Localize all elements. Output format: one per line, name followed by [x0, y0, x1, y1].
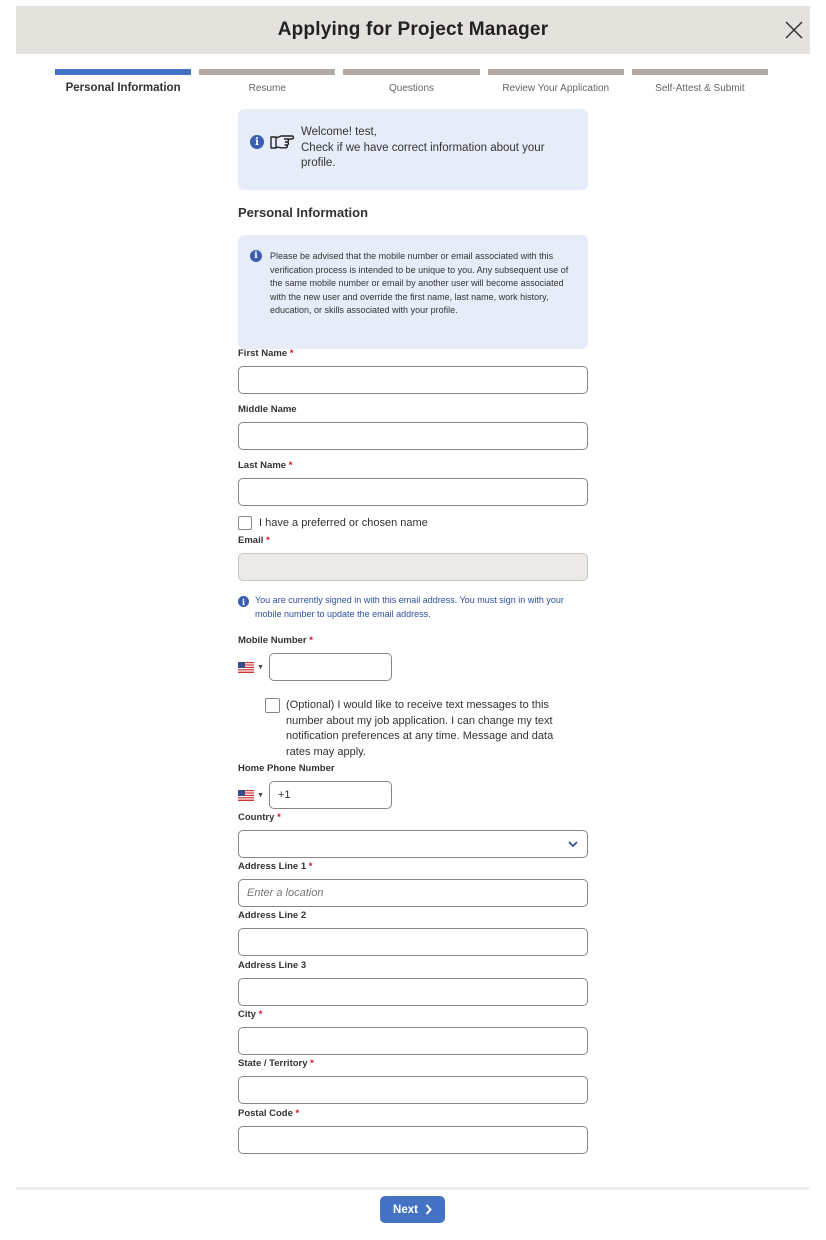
step-questions[interactable] [343, 69, 479, 94]
address3-input[interactable] [238, 978, 588, 1006]
mobile-label: Mobile Number * [238, 635, 313, 646]
info-icon: i [250, 250, 262, 262]
country-select[interactable] [238, 830, 588, 858]
pointing-hand-icon [269, 129, 295, 151]
step-bar [55, 69, 191, 75]
us-flag-icon [238, 662, 254, 673]
last-name-input[interactable] [238, 478, 588, 506]
us-flag-icon [238, 790, 254, 801]
middle-name-input[interactable] [238, 422, 588, 450]
advisory-text: Please be advised that the mobile number or email associated with this verification process is intended to be unique to you. Any subsequent use of the same mobile number or email by another user will become associated with the new user and override the first name, last name, work history, education, or skills associated with your profile. [270, 251, 569, 315]
step-label: Resume [248, 83, 286, 94]
progress-stepper [55, 69, 768, 94]
sms-optin-checkbox[interactable] [265, 698, 280, 713]
chevron-down-icon [568, 841, 578, 848]
sms-optin-row [265, 698, 570, 760]
welcome-banner [238, 109, 588, 190]
personal-info-form [238, 109, 588, 1119]
last-name-label: Last Name * [238, 460, 293, 471]
middle-name-label: Middle Name [238, 404, 297, 415]
step-resume[interactable] [199, 69, 335, 94]
caret-down-icon: ▼ [257, 791, 264, 799]
step-bar [199, 69, 335, 75]
welcome-message: Check if we have correct information about your profile. [301, 141, 545, 169]
step-self-attest-submit[interactable] [632, 69, 768, 94]
home-phone-row [238, 781, 392, 809]
state-input[interactable] [238, 1076, 588, 1104]
first-name-label: First Name * [238, 348, 294, 359]
home-phone-country-code-select[interactable] [238, 790, 269, 801]
welcome-greeting: Welcome! test, [301, 126, 377, 138]
close-icon[interactable] [782, 18, 806, 42]
caret-down-icon: ▼ [257, 663, 264, 671]
first-name-input[interactable] [238, 366, 588, 394]
welcome-text [301, 125, 574, 172]
address3-label: Address Line 3 [238, 960, 307, 971]
info-icon: i [250, 135, 264, 149]
info-icon: i [238, 596, 249, 607]
step-bar [632, 69, 768, 75]
home-phone-input[interactable] [269, 781, 392, 809]
country-group [238, 812, 588, 858]
next-button[interactable] [380, 1196, 445, 1223]
preferred-name-label: I have a preferred or chosen name [259, 517, 428, 529]
chevron-right-icon [425, 1204, 432, 1215]
country-label: Country * [238, 812, 281, 823]
preferred-name-checkbox[interactable] [238, 516, 252, 530]
email-label: Email * [238, 535, 270, 546]
mobile-input[interactable] [269, 653, 392, 681]
postal-input[interactable] [238, 1126, 588, 1154]
step-label: Self-Attest & Submit [655, 83, 745, 94]
step-label: Questions [388, 83, 435, 94]
first-name-group [238, 348, 588, 394]
address2-label: Address Line 2 [238, 910, 307, 921]
city-input[interactable] [238, 1027, 588, 1055]
email-group [238, 535, 588, 621]
address1-label: Address Line 1 * [238, 861, 313, 872]
preferred-name-row [238, 516, 428, 530]
email-input [238, 553, 588, 581]
mobile-group [238, 635, 392, 681]
address2-input[interactable] [238, 928, 588, 956]
step-review-application[interactable] [488, 69, 624, 94]
middle-name-group [238, 404, 588, 450]
email-note [238, 593, 588, 621]
address3-group [238, 960, 588, 1006]
step-bar [343, 69, 479, 75]
step-label: Personal Information [65, 82, 181, 94]
postal-label: Postal Code * [238, 1108, 300, 1119]
sms-optin-label: (Optional) I would like to receive text messages to this number about my job application. I can change my text notification preferences at any time. Message and data rates may apply. [286, 699, 554, 758]
next-button-label: Next [393, 1203, 418, 1216]
home-phone-group [238, 763, 392, 809]
step-personal-information[interactable] [55, 69, 191, 94]
city-label: City * [238, 1009, 263, 1020]
modal-header [16, 6, 810, 54]
mobile-country-code-select[interactable] [238, 662, 269, 673]
postal-group [238, 1108, 588, 1154]
section-title: Personal Information [238, 205, 369, 220]
state-label: State / Territory * [238, 1058, 314, 1069]
advisory-banner [238, 235, 588, 349]
step-label: Review Your Application [502, 83, 610, 94]
mobile-row [238, 653, 392, 681]
address2-group [238, 910, 588, 956]
state-group [238, 1058, 588, 1104]
last-name-group [238, 460, 588, 506]
city-group [238, 1009, 588, 1055]
address1-input[interactable] [238, 879, 588, 907]
email-note-text: You are currently signed in with this email address. You must sign in with your mobile number to update the email address. [255, 595, 564, 619]
page-title: Applying for Project Manager [277, 19, 549, 40]
home-phone-label: Home Phone Number [238, 763, 335, 774]
address1-group [238, 861, 588, 907]
step-bar [488, 69, 624, 75]
